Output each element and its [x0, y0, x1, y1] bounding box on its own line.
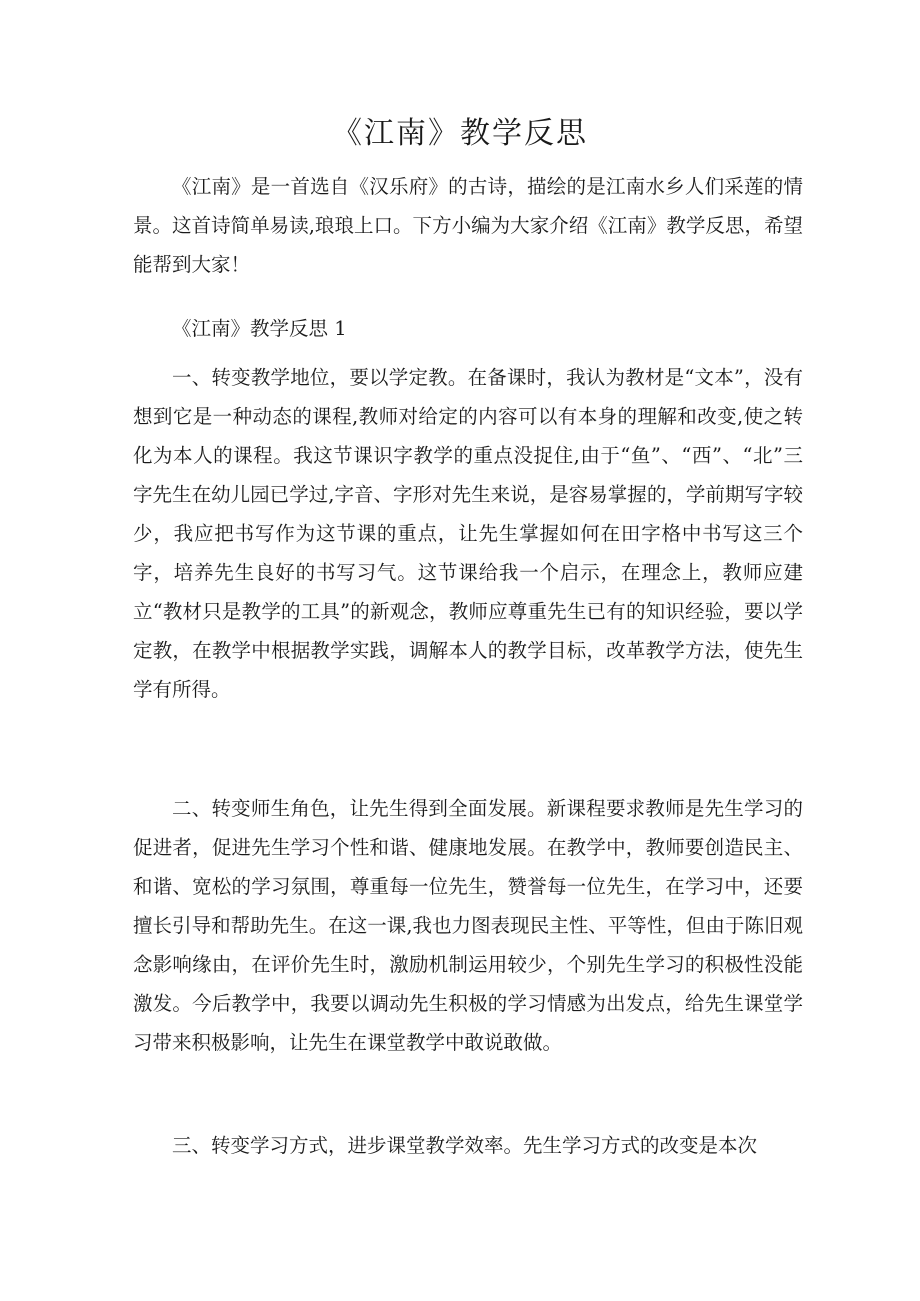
section-heading: 《江南》教学反思 1 — [172, 317, 347, 340]
paragraph-3: 三、转变学习方式，进步课堂教学效率。先生学习方式的改变是本次 — [172, 1134, 758, 1157]
paragraph-2: 二、转变师生角色，让先生得到全面发展。新课程要求教师是先生学习的促进者，促进先生学习个性和谐、健康地发展。在教学中，教师要创造民主、和谐、宽松的学习氛围，尊重每一位先生，赞誉每一位先生，在学习中，还要擅长引导和帮助先生。在这一课,我也力图表现民主性、平等性，但由于陈旧观念影响缘由，在评价先生时，激励机制运用较少，个别先生学习的积极性没能激发。今后教学中，我要以调动先生积极的学习情感为出发点，给先生课堂学习带来积极影响，让先生在课堂教学中敢说敢做。 — [133, 797, 803, 1054]
paragraph-1: 一、转变教学地位，要以学定教。在备课时，我认为教材是“文本”，没有想到它是一种动态的课程,教师对给定的内容可以有本身的理解和改变,使之转化为本人的课程。我这节课识字教学的重点没捉住,由于“鱼”、“西”、“北”三字先生在幼儿园已学过,字音、字形对先生来说，是容易掌握的，学前期写字较少，我应把书写作为这节课的重点，让先生掌握如何在田字格中书写这三个字，培养先生良好的书写习气。这节课给我一个启示，在理念上，教师应建立“教材只是教学的工具”的新观念，教师应尊重先生已有的知识经验，要以学定教，在教学中根据教学实践，调解本人的教学目标，改革教学方法，使先生学有所得。 — [133, 366, 803, 701]
document-title: 《江南》教学反思 — [332, 116, 588, 151]
intro-paragraph: 《江南》是一首选自《汉乐府》的古诗，描绘的是江南水乡人们采莲的情景。这首诗简单易读,琅琅上口。下方小编为大家介绍《江南》教学反思，希望能帮到大家！ — [133, 175, 803, 276]
